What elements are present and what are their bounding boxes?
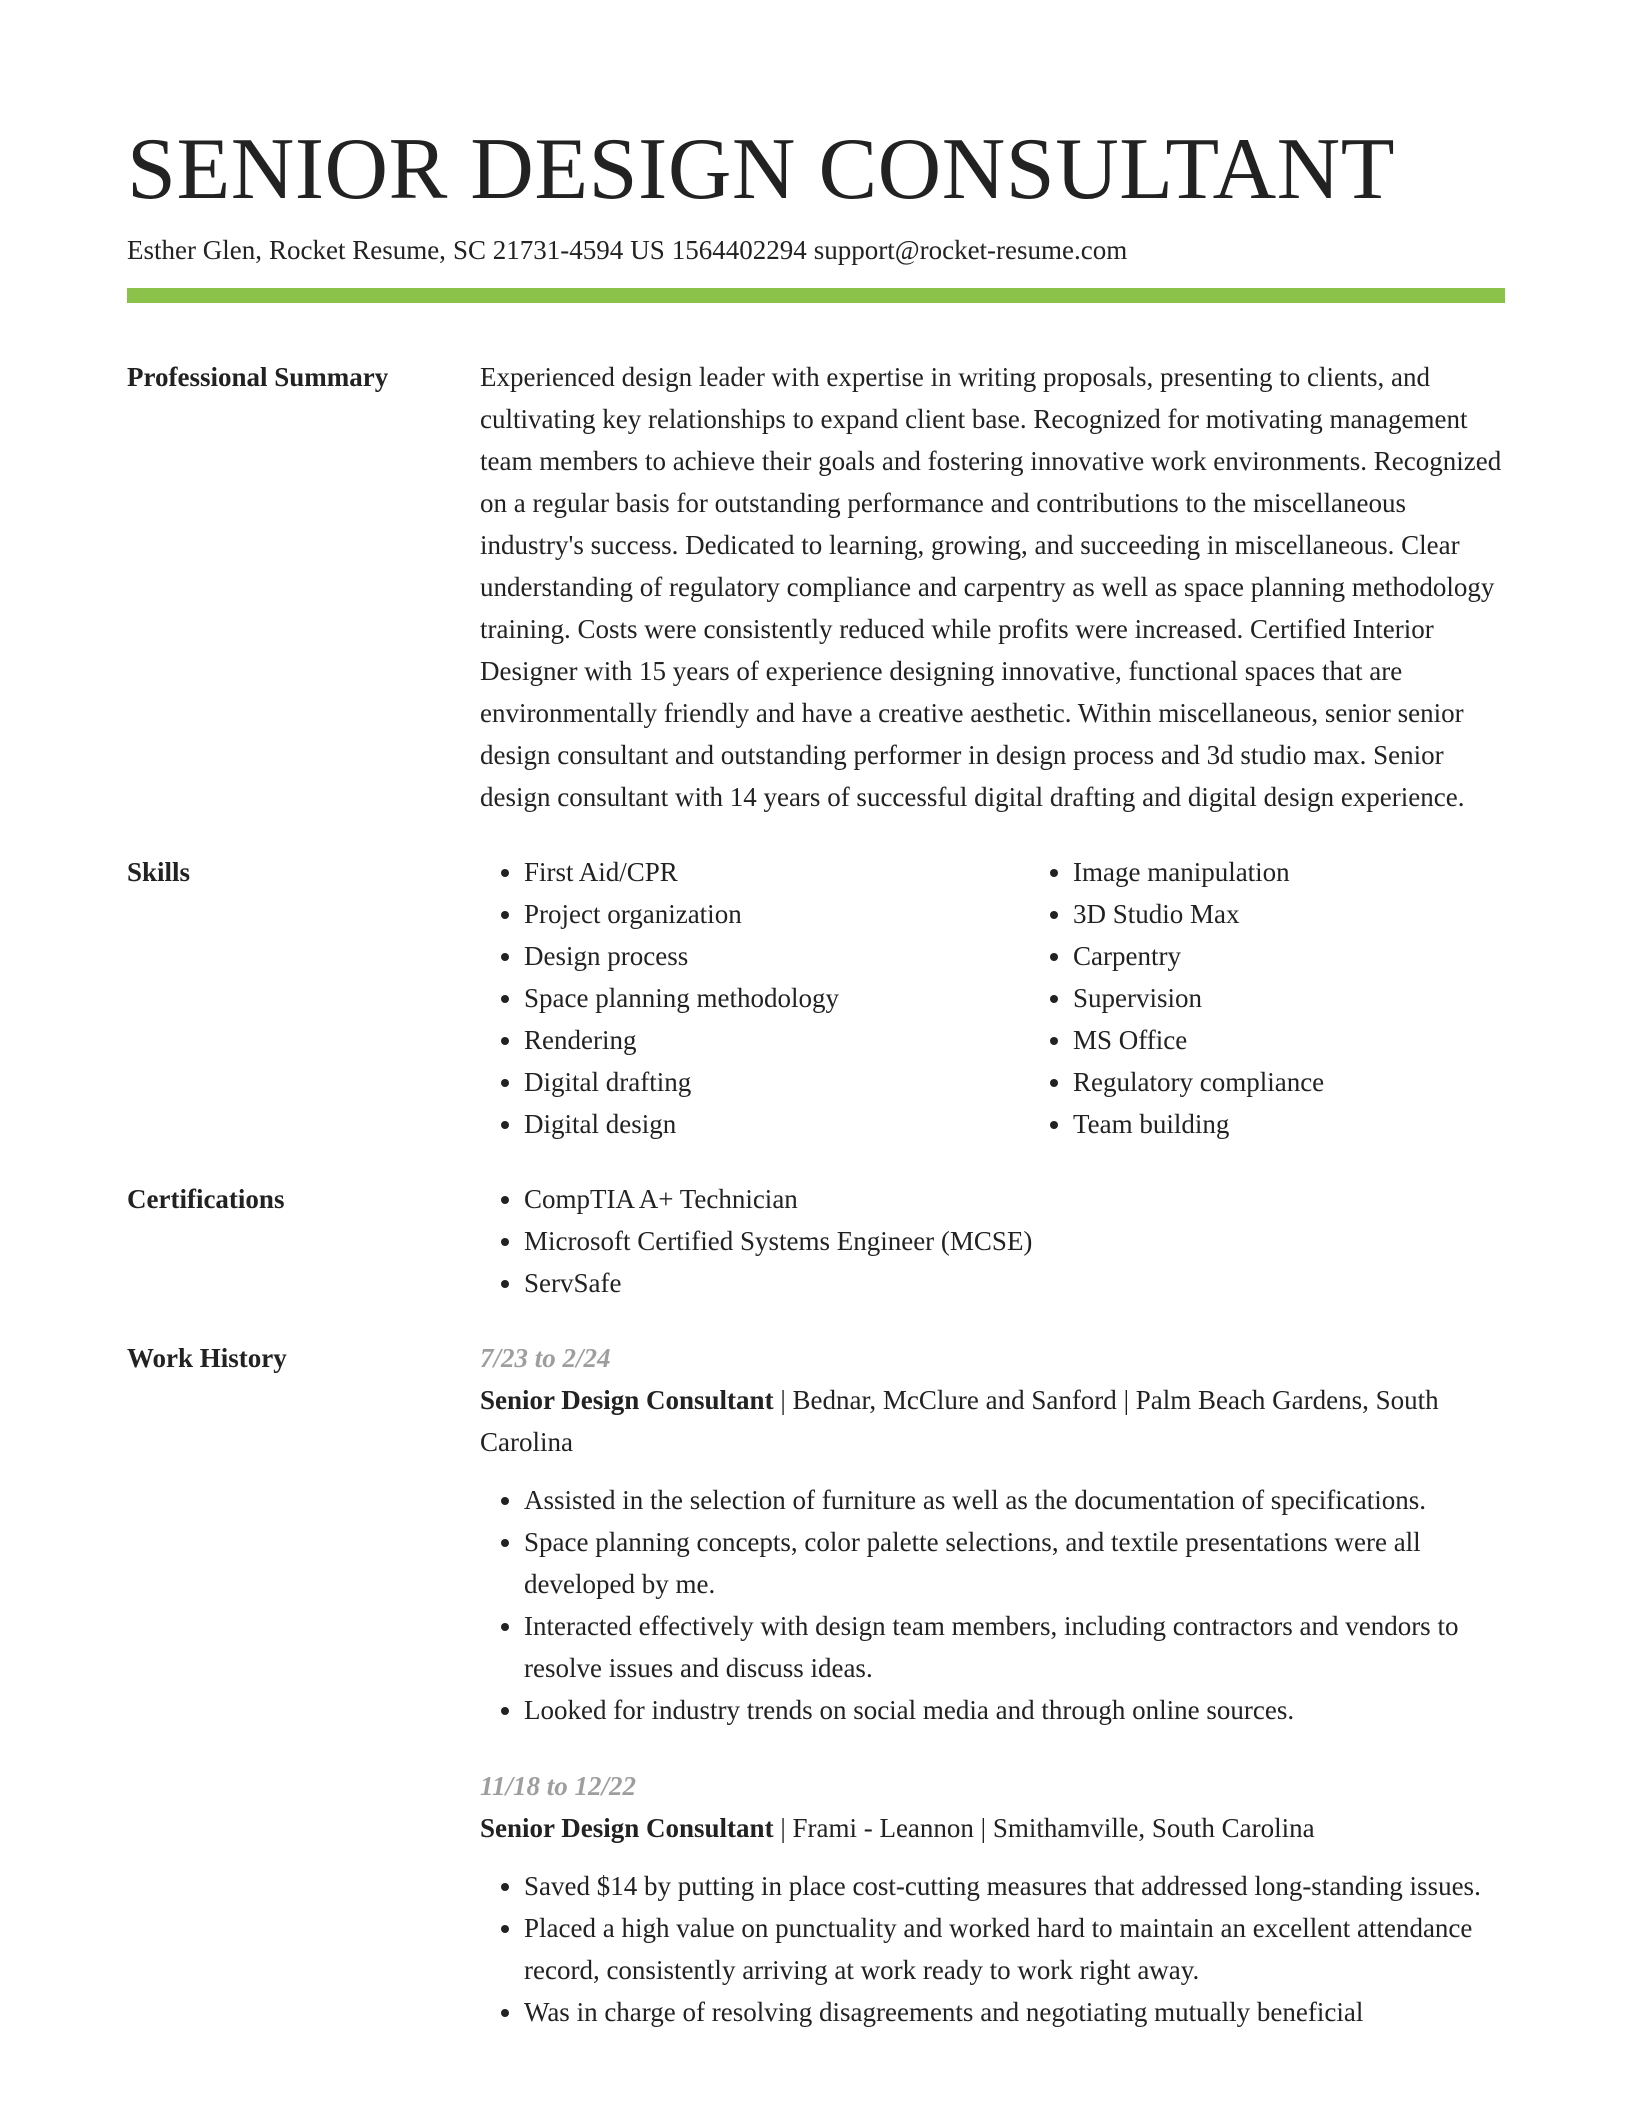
section-title: Professional Summary bbox=[127, 362, 389, 392]
contact-city: Rocket Resume, bbox=[268, 235, 446, 265]
job-bullet: • Assisted in the selection of furniture as well as the documentation of specifications. bbox=[524, 1479, 1505, 1521]
skill-item: • Space planning methodology bbox=[524, 977, 1029, 1019]
section-body bbox=[480, 1337, 1505, 2033]
section-skills bbox=[127, 851, 1505, 1145]
section-work-history bbox=[127, 1337, 1505, 2033]
job-company: Bednar, McClure and Sanford bbox=[792, 1385, 1117, 1415]
job-separator: | bbox=[773, 1813, 793, 1843]
job-location: Smithamville, South Carolina bbox=[992, 1813, 1315, 1843]
skills-list-left bbox=[480, 851, 1029, 1145]
section-body bbox=[480, 1178, 1505, 1304]
header-divider bbox=[127, 288, 1505, 303]
job-bullet: • Was in charge of resolving disagreements and negotiating mutually beneficial bbox=[524, 1991, 1505, 2033]
skill-item: • Regulatory compliance bbox=[1073, 1061, 1578, 1103]
contact-email: support@rocket-resume.com bbox=[813, 235, 1128, 265]
skill-item: • Digital design bbox=[524, 1103, 1029, 1145]
certification-item: • Microsoft Certified Systems Engineer (MCSE) bbox=[524, 1220, 1505, 1262]
job-bullets bbox=[480, 1865, 1505, 2033]
section-title: Work History bbox=[127, 1343, 287, 1373]
job-entry bbox=[480, 1765, 1505, 2033]
job-location: Palm Beach Gardens, South Carolina bbox=[480, 1385, 1439, 1457]
section-professional-summary bbox=[127, 356, 1505, 818]
certification-item: • CompTIA A+ Technician bbox=[524, 1178, 1505, 1220]
job-bullet: • Interacted effectively with design team members, including contractors and vendors to resolve issues and discuss ideas. bbox=[524, 1605, 1505, 1689]
job-company: Frami - Leannon bbox=[792, 1813, 974, 1843]
resume-title: SENIOR DESIGN CONSULTANT bbox=[127, 121, 1395, 218]
certification-item: • ServSafe bbox=[524, 1262, 1505, 1304]
skills-columns bbox=[480, 851, 1578, 1145]
contact-name: Esther Glen, bbox=[127, 235, 262, 265]
job-heading bbox=[480, 1379, 1505, 1463]
job-title: Senior Design Consultant bbox=[480, 1385, 774, 1415]
skill-item: • Rendering bbox=[524, 1019, 1029, 1061]
job-bullets bbox=[480, 1479, 1505, 1731]
contact-country: US bbox=[630, 235, 665, 265]
skill-item: • Project organization bbox=[524, 893, 1029, 935]
skill-item: • Carpentry bbox=[1073, 935, 1578, 977]
job-heading bbox=[480, 1807, 1505, 1849]
job-separator: | bbox=[773, 1385, 793, 1415]
job-bullet: • Placed a high value on punctuality and worked hard to maintain an excellent attendance record, consistently arriving at work ready to work right away. bbox=[524, 1907, 1505, 1991]
job-separator: | bbox=[973, 1813, 993, 1843]
job-bullet: • Space planning concepts, color palette selections, and textile presentations were all developed by me. bbox=[524, 1521, 1505, 1605]
job-dates: 7/23 to 2/24 bbox=[480, 1343, 611, 1373]
skill-item: • MS Office bbox=[1073, 1019, 1578, 1061]
job-bullet: • Saved $14 by putting in place cost-cutting measures that addressed long-standing issues. bbox=[524, 1865, 1505, 1907]
section-body bbox=[480, 356, 1505, 818]
summary-text: Experienced design leader with expertise in writing proposals, presenting to clients, and cultivating key relationships to expand client base. Recognized for motivating management team members to achieve their goals and fostering innovative work environments. Recognized on a regular basis for outstanding performance and contributions to the miscellaneous industry's success. Dedicated to learning, growing, and succeeding in miscellaneous. Clear understanding of regulatory compliance and carpentry as well as space planning methodology training. Costs were consistently reduced while profits were increased. Certified Interior Designer with 15 years of experience designing innovative, functional spaces that are environmentally friendly and have a creative aesthetic. Within miscellaneous, senior senior design consultant and outstanding performer in design process and 3d studio max. Senior design consultant with 14 years of successful digital drafting and digital design experience. bbox=[480, 362, 1502, 812]
contact-state-zip: SC 21731-4594 bbox=[452, 235, 624, 265]
skill-item: • Team building bbox=[1073, 1103, 1578, 1145]
job-entry bbox=[480, 1337, 1505, 1731]
skill-item: • Digital drafting bbox=[524, 1061, 1029, 1103]
skill-item: • 3D Studio Max bbox=[1073, 893, 1578, 935]
skill-item: • Supervision bbox=[1073, 977, 1578, 1019]
job-separator: | bbox=[1116, 1385, 1136, 1415]
skills-list-right bbox=[1029, 851, 1578, 1145]
job-dates: 11/18 to 12/22 bbox=[480, 1771, 637, 1801]
section-certifications bbox=[127, 1178, 1505, 1304]
skill-item: • Image manipulation bbox=[1073, 851, 1578, 893]
skill-item: • Design process bbox=[524, 935, 1029, 977]
contact-line bbox=[127, 232, 1505, 268]
contact-phone: 1564402294 bbox=[671, 235, 807, 265]
section-title: Certifications bbox=[127, 1184, 285, 1214]
skill-item: • First Aid/CPR bbox=[524, 851, 1029, 893]
resume-page bbox=[127, 118, 1505, 2033]
section-title: Skills bbox=[127, 857, 191, 887]
certifications-list bbox=[480, 1178, 1505, 1304]
job-title: Senior Design Consultant bbox=[480, 1813, 774, 1843]
job-bullet: • Looked for industry trends on social media and through online sources. bbox=[524, 1689, 1505, 1731]
